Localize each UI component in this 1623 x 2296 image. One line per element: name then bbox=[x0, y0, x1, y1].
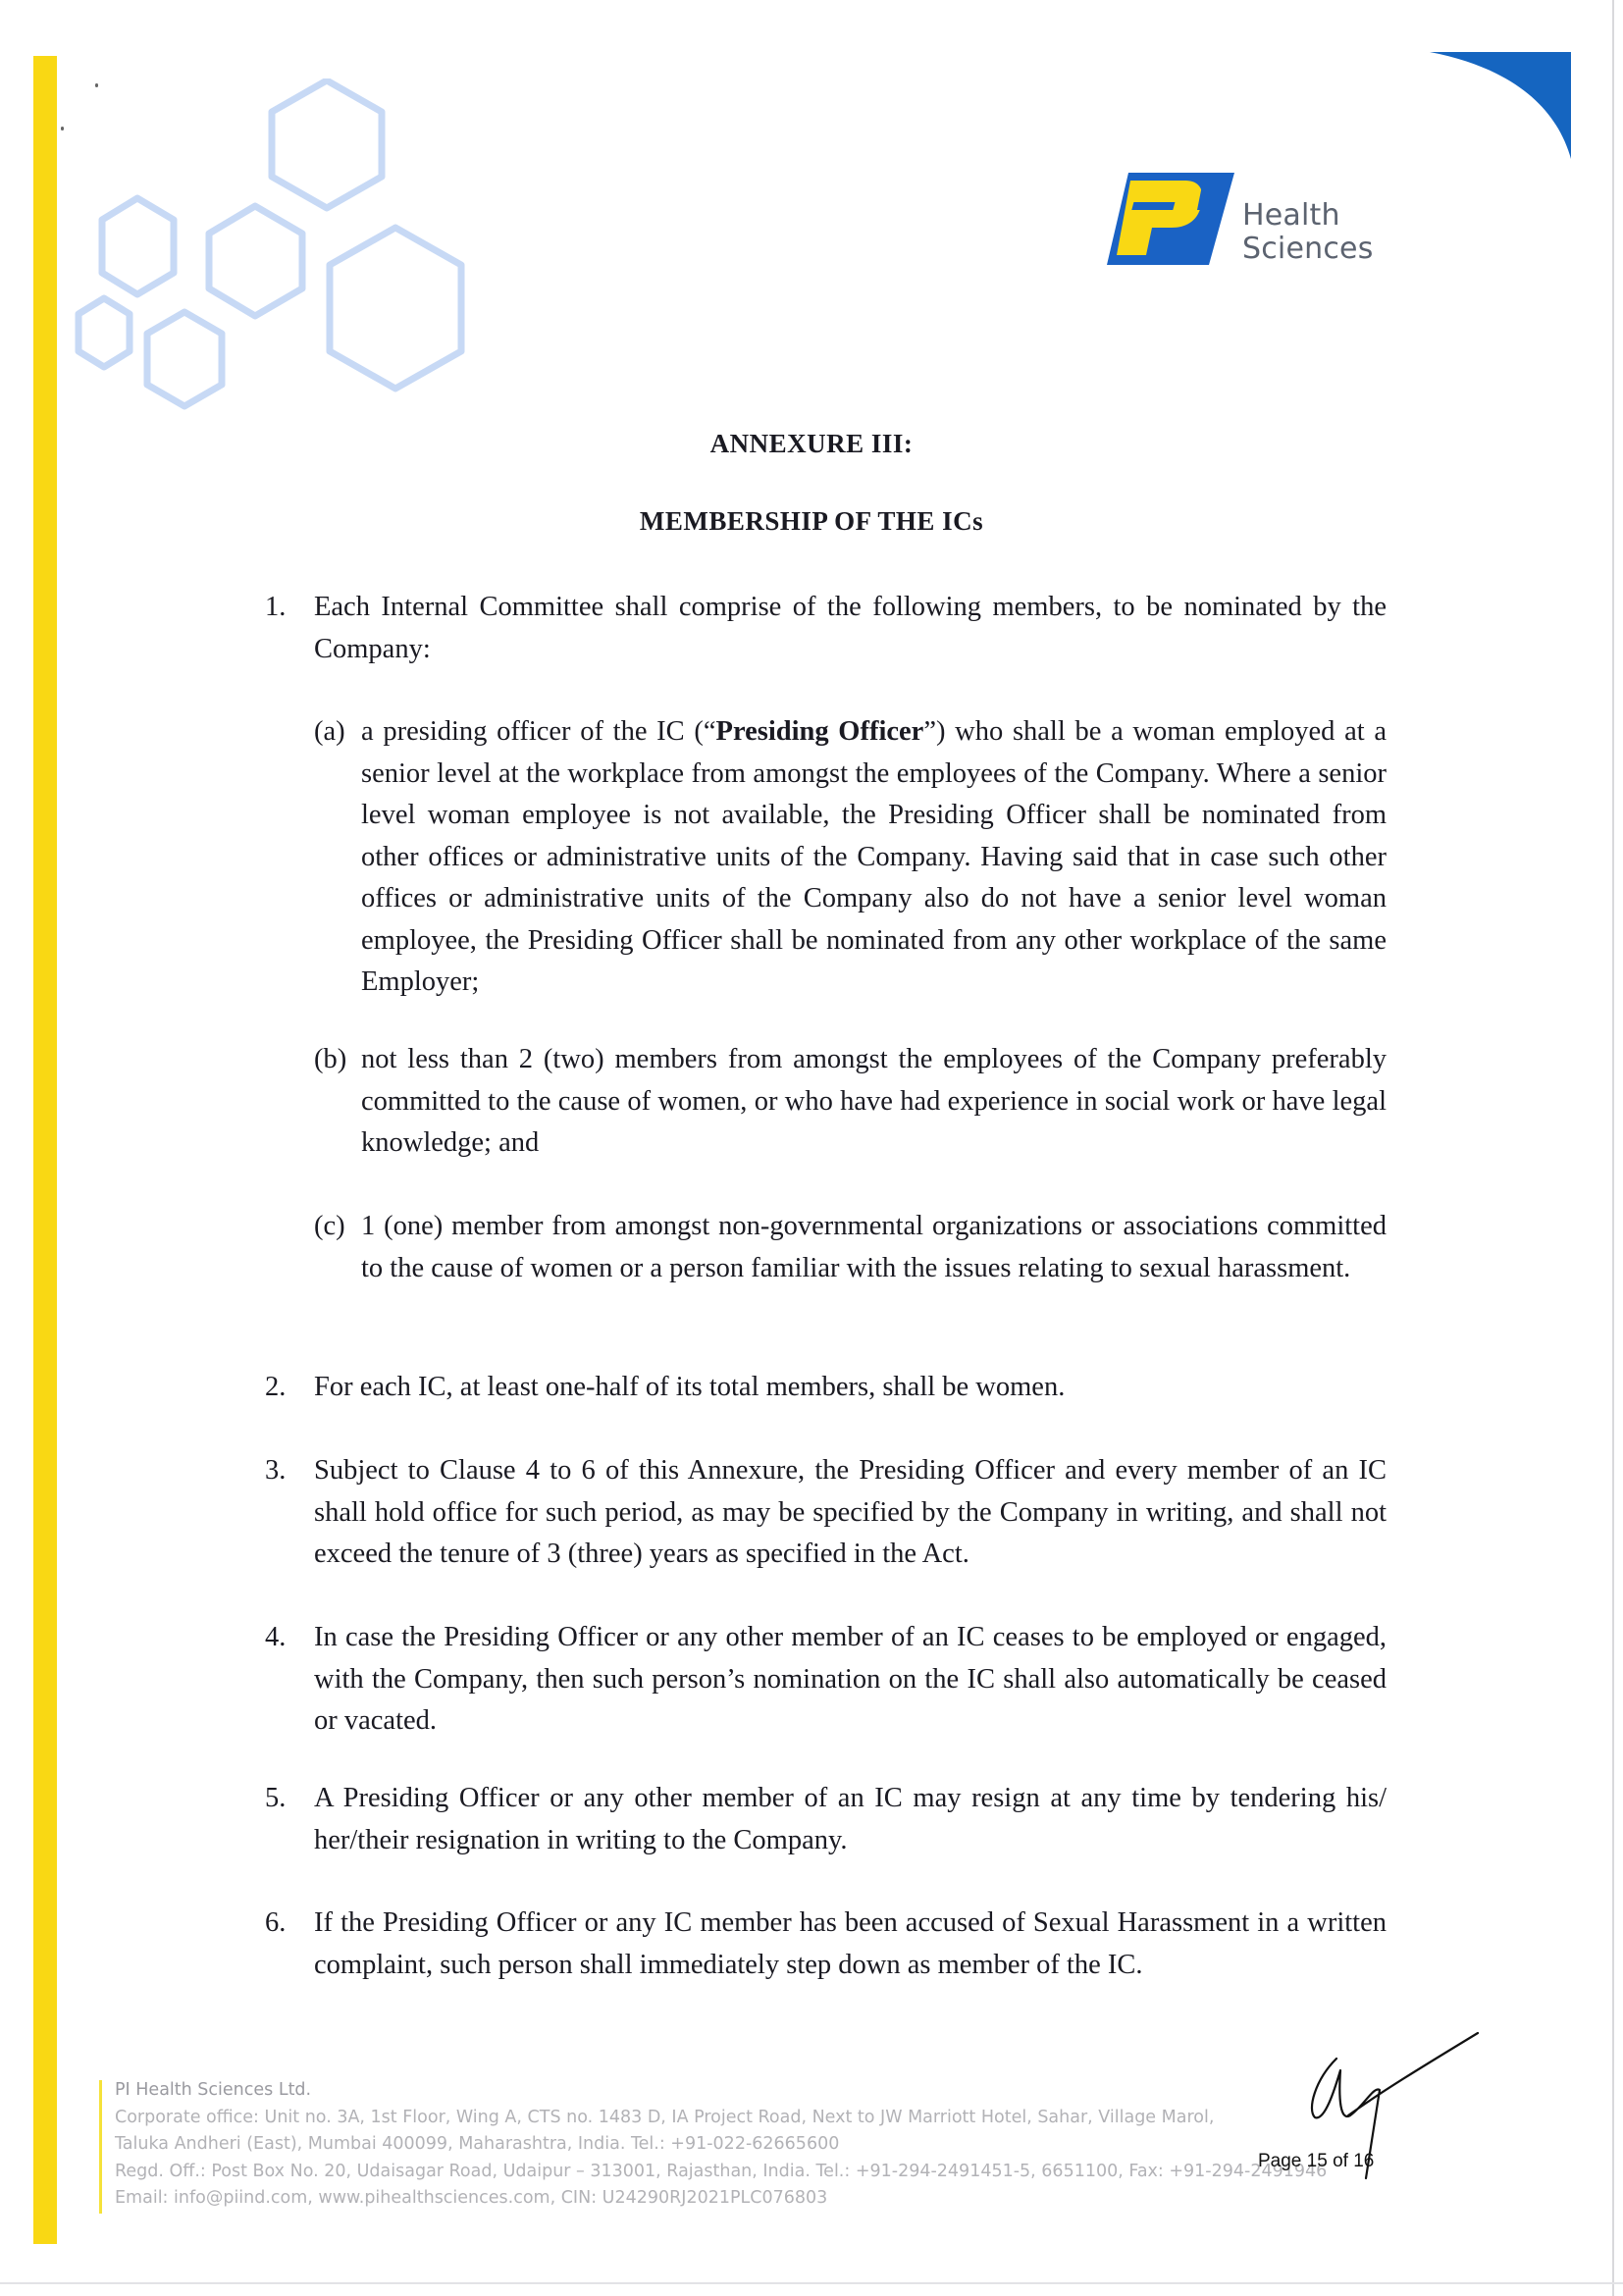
footer-address-block bbox=[115, 2077, 1327, 2213]
hexagon-shape bbox=[79, 298, 130, 367]
subclause-text-part: ”) who shall be a woman employed at a senior level at the workplace from amongst the employees of the Company. Where a senior level woman employee is not available, the Presiding Officer shall be nominated from other offices or administrative units of the Company. Having said that in case such other offices or administrative units of the Company also do not have a senior level woman employee, the Presiding Officer shall be nominated from any other workplace of the same Employer; bbox=[361, 716, 1387, 997]
footer-company-name: PI Health Sciences Ltd. bbox=[115, 2080, 312, 2100]
clause-text: A Presiding Officer or any other member of an IC may resign at any time by tendering his/ her/their resignation in writing to the Company. bbox=[314, 1783, 1387, 1855]
signature-icon bbox=[1305, 2031, 1482, 2188]
subclause-text bbox=[361, 711, 1387, 1004]
logo-text-health: Health bbox=[1242, 198, 1340, 233]
footer-registered-office: Regd. Off.: Post Box No. 20, Udaisagar Road, Udaipur – 313001, Rajasthan, India. Tel.: +91-294-2491451-5, 6651100, Fax: +91-294-2491946 bbox=[115, 2161, 1328, 2181]
hexagon-shape bbox=[330, 228, 461, 389]
yellow-accent-bar bbox=[33, 56, 57, 2244]
page-number: Page 15 of 16 bbox=[1258, 2151, 1375, 2171]
subclause-text-part: a presiding officer of the IC (“ bbox=[361, 716, 716, 747]
page-right-edge bbox=[1612, 0, 1614, 2296]
hexagon-shape bbox=[147, 312, 222, 406]
clause-number: 1. bbox=[265, 592, 287, 622]
hexagon-shape bbox=[272, 80, 382, 208]
footer-contact: Email: info@piind.com, www.pihealthsciences.com, CIN: U24290RJ2021PLC076803 bbox=[115, 2188, 828, 2208]
footer-corporate-office: Corporate office: Unit no. 3A, 1st Floor, Wing A, CTS no. 1483 D, IA Project Road, Next to JW Marriott Hotel, Sahar, Village Marol, bbox=[115, 2107, 1215, 2127]
logo-wordmark bbox=[1242, 199, 1374, 266]
page-bottom-edge bbox=[0, 2282, 1623, 2284]
defined-term: Presiding Officer bbox=[715, 716, 924, 747]
subclause-text: 1 (one) member from amongst non-governmental organizations or associations committed to the cause of women or a person familiar with the issues relating to sexual harassment. bbox=[361, 1211, 1387, 1283]
clause-text: Subject to Clause 4 to 6 of this Annexure, the Presiding Officer and every member of an IC shall hold office for such period, as may be specified by the Company in writing, and shall not exceed the tenure of 3 (three) years as specified in the Act. bbox=[314, 1455, 1387, 1569]
footer-corporate-office-cont: Taluka Andheri (East), Mumbai 400099, Maharashtra, India. Tel.: +91-022-62665600 bbox=[115, 2134, 840, 2154]
clause-text: Each Internal Committee shall comprise of the following members, to be nominated by the Company: bbox=[314, 592, 1387, 664]
clause-text: In case the Presiding Officer or any other member of an IC ceases to be employed or engaged, with the Company, then such person’s nomination on the IC shall also automatically be ceased or vacated. bbox=[314, 1622, 1387, 1736]
clause-number: 6. bbox=[265, 1907, 287, 1938]
subclause-text: not less than 2 (two) members from amongst the employees of the Company preferably committed to the cause of women, or who have had experience in social work or have legal knowledge; and bbox=[361, 1044, 1387, 1158]
footer-yellow-rule bbox=[99, 2080, 102, 2214]
clause-number: 5. bbox=[265, 1783, 287, 1813]
clause-number: 3. bbox=[265, 1455, 287, 1486]
document-title: ANNEXURE III: bbox=[709, 429, 914, 458]
hexagon-pattern-icon bbox=[59, 78, 491, 432]
pi-logo-icon bbox=[1107, 171, 1236, 269]
subclause-label: (c) bbox=[314, 1211, 345, 1241]
clause-number: 2. bbox=[265, 1372, 287, 1402]
blue-corner-ornament-icon bbox=[1428, 51, 1573, 161]
subclause-label: (a) bbox=[314, 716, 345, 747]
clause-text: For each IC, at least one-half of its total members, shall be women. bbox=[314, 1372, 1066, 1402]
hexagon-shape bbox=[102, 198, 174, 294]
clause-text: If the Presiding Officer or any IC member has been accused of Sexual Harassment in a written complaint, such person shall immediately step down as member of the IC. bbox=[314, 1907, 1387, 1980]
subclause-label: (b) bbox=[314, 1044, 347, 1074]
document-subtitle: MEMBERSHIP OF THE ICs bbox=[639, 506, 984, 536]
logo-text-sciences: Sciences bbox=[1242, 232, 1374, 266]
hexagon-shape bbox=[209, 206, 302, 316]
clause-number: 4. bbox=[265, 1622, 287, 1652]
